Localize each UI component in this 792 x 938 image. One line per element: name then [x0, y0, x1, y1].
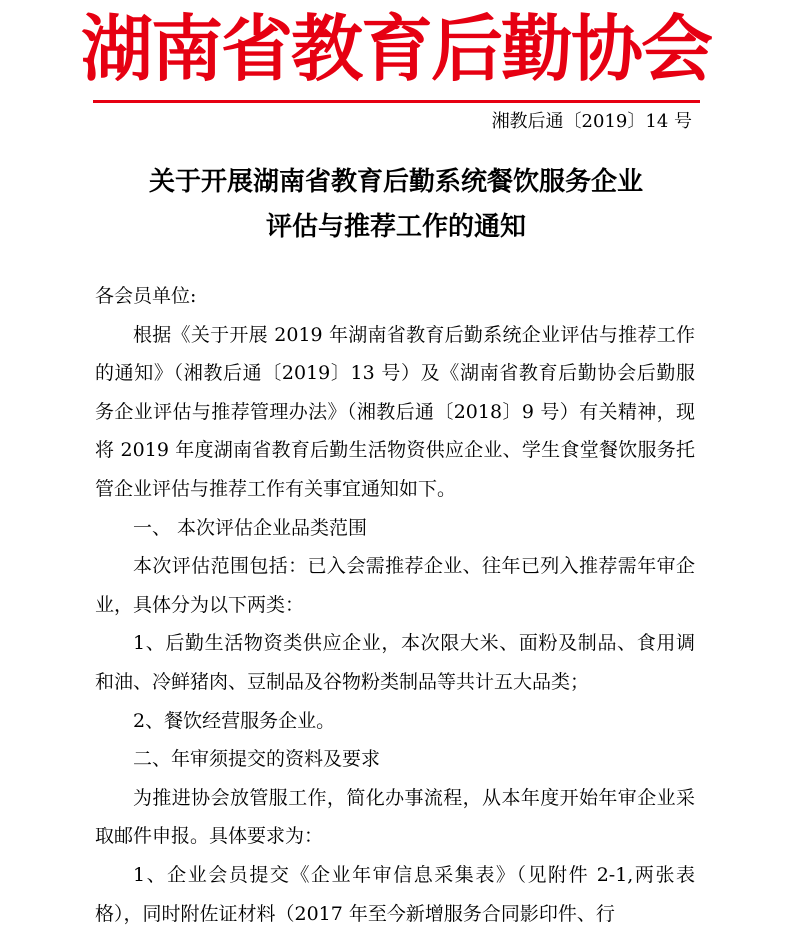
body-paragraph-intro: 根据《关于开展 2019 年湖南省教育后勤系统企业评估与推荐工作的通知》（湘教后通〔2019〕13 号）及《湖南省教育后勤协会后勤服务企业评估与推荐管理办法》（湘教后通〔2018〕9 号）有关精神，现将 2019 年度湖南省教育后勤生活物资供应企业、学生食堂餐饮服务托管企业评估与推荐工作有关事宜通知如下。	[95, 323, 695, 500]
list-item-2: 2、餐饮经营服务企业。	[133, 709, 336, 732]
document-title-line-1: 关于开展湖南省教育后勤系统餐饮服务企业	[148, 167, 643, 197]
org-letterhead-title: 湖南省教育后勤协会	[80, 6, 711, 91]
body-paragraph-process: 为推进协会放管服工作，简化办事流程，从本年度开始年审企业采取邮件申报。具体要求为：	[95, 786, 695, 848]
requirement-item-1: 1、企业会员提交《企业年审信息采集表》（见附件 2-1,两张表格），同时附佐证材料（2017 年至今新增服务合同影印件、行	[95, 863, 695, 925]
document-number: 湘教后通〔2019〕14 号	[491, 111, 692, 132]
section-heading-1: 一、 本次评估企业品类范围	[133, 516, 368, 539]
section-heading-2: 二、年审须提交的资料及要求	[133, 748, 381, 771]
letterhead-divider	[93, 100, 700, 103]
document-title-line-2: 评估与推荐工作的通知	[265, 212, 526, 242]
salutation: 各会员单位:	[95, 285, 197, 307]
document-body	[95, 277, 695, 933]
body-paragraph-scope: 本次评估范围包括：已入会需推荐企业、往年已列入推荐需年审企业，具体分为以下两类：	[95, 555, 695, 616]
document-title	[0, 160, 792, 250]
list-item-1: 1、后勤生活物资类供应企业，本次限大米、面粉及制品、食用调和油、冷鲜猪肉、豆制品及谷物粉类制品等共计五大品类；	[95, 632, 695, 693]
